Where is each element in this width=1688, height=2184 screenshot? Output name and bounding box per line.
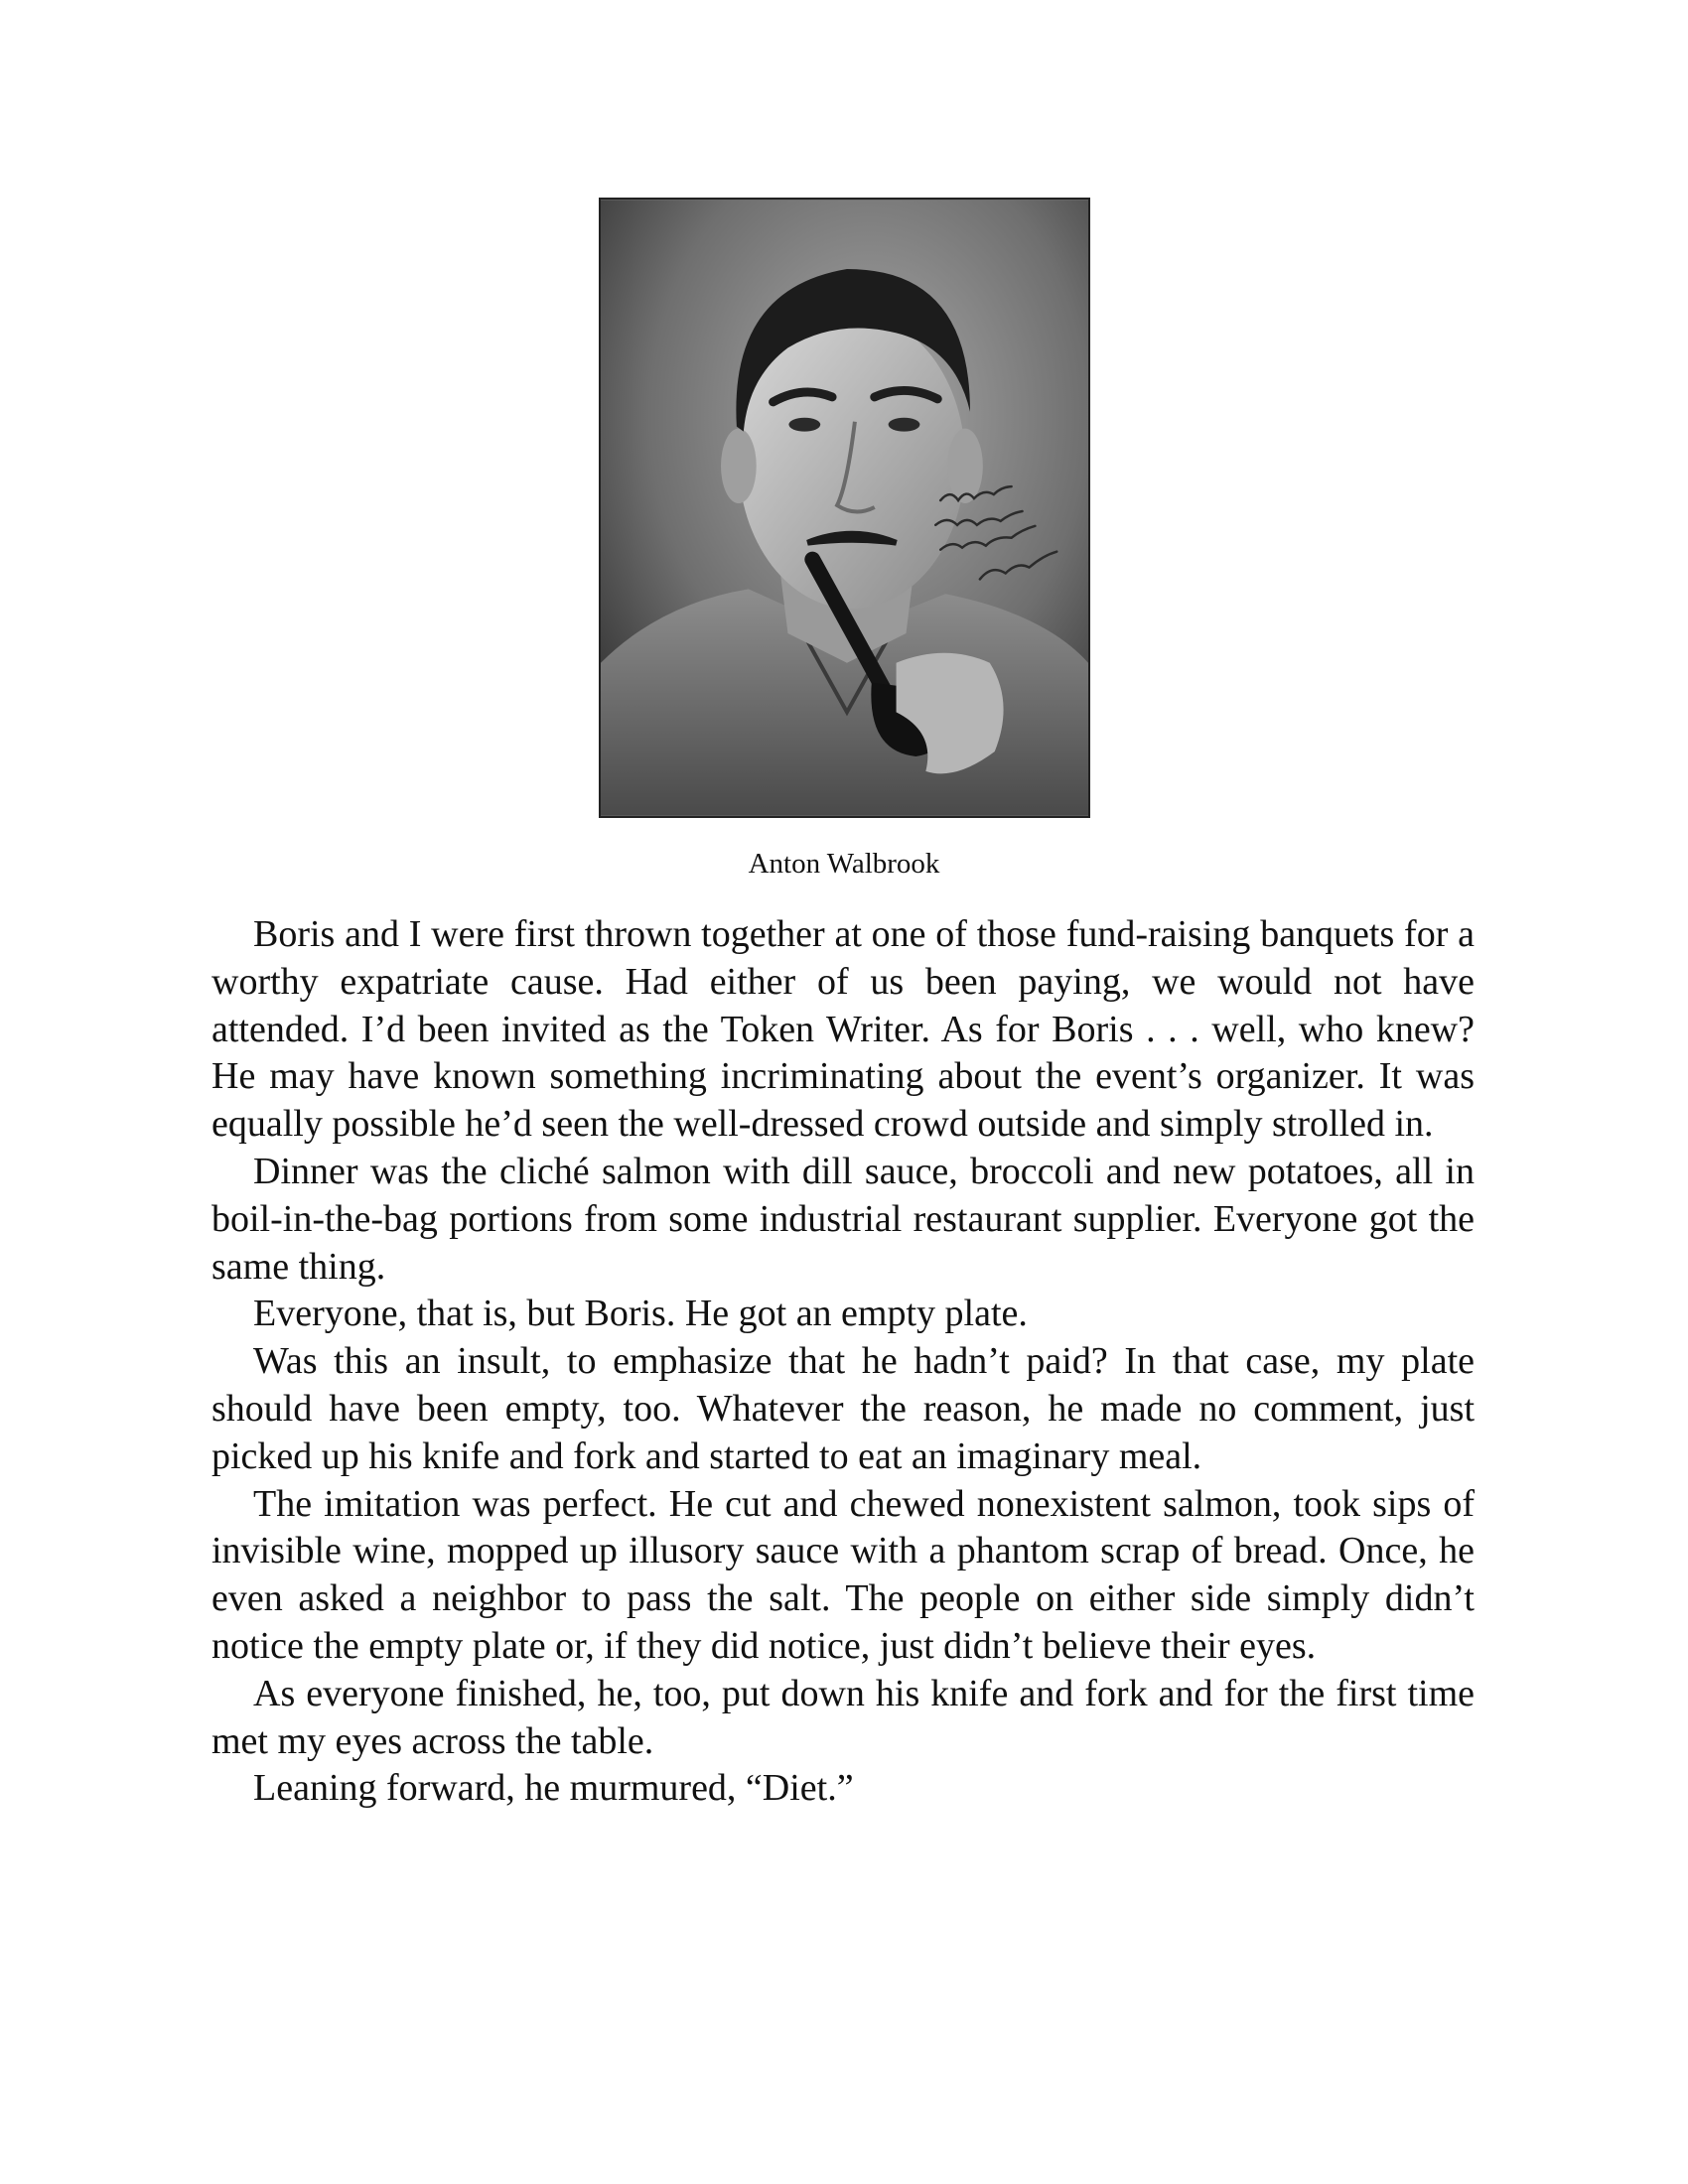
portrait-image (601, 200, 1088, 816)
paragraph: Leaning forward, he murmured, “Diet.” (253, 1767, 854, 1810)
paragraph: Dinner was the cliché salmon with dill sauce, broccoli and new potatoes, all in boil-in-the-bag portions from some industrial restaurant supplier. Everyone got the same thing. (211, 1150, 1475, 1288)
story-text (211, 911, 1475, 1813)
paragraph: Boris and I were first thrown together at one of those fund-raising banquets for a worthy expatriate cause. Had either of us been paying, we would not have attended. I’d been invited as the Token Writer. As for Boris . . . well, who knew? He may have known something incriminating about the event’s organizer. It was equally possible he’d seen the well-dressed crowd outside and simply strolled in. (211, 913, 1475, 1146)
photo-caption: Anton Walbrook (748, 848, 940, 880)
paragraph: Everyone, that is, but Boris. He got an empty plate. (253, 1293, 1028, 1335)
paragraph: As everyone finished, he, too, put down his knife and fork and for the first time met my eyes across the table. (211, 1672, 1475, 1762)
portrait-photo (599, 198, 1090, 818)
paragraph: Was this an insult, to emphasize that he hadn’t paid? In that case, my plate should have been empty, too. Whatever the reason, he made no comment, just picked up his knife and fork and started to eat an imaginary meal. (211, 1340, 1475, 1477)
paragraph: The imitation was perfect. He cut and chewed nonexistent salmon, took sips of invisible wine, mopped up illusory sauce with a phantom scrap of bread. Once, he even asked a neighbor to pass the salt. The people on either side simply didn’t notice the empty plate or, if they did notice, just didn’t believe their eyes. (211, 1482, 1475, 1667)
